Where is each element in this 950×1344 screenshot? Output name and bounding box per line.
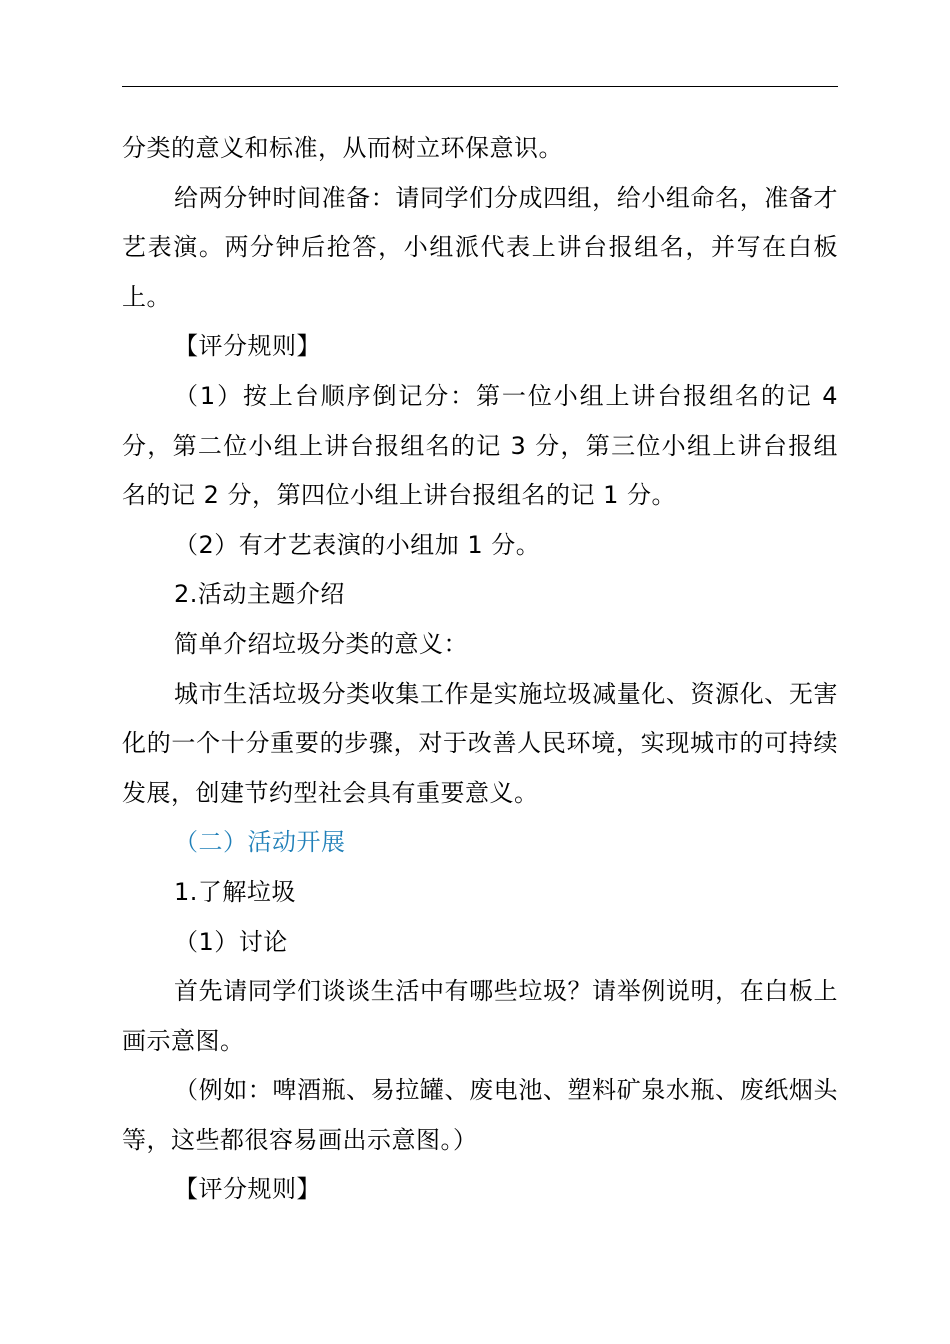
- subsection-understand-garbage: 1.了解垃圾: [174, 877, 296, 906]
- document-body: [122, 124, 838, 1215]
- paragraph-discussion-prompt: 首先请同学们谈谈生活中有哪些垃圾？请举例说明，在白板上画示意图。: [122, 977, 838, 1055]
- scoring-rules-heading-2: 【评分规则】: [174, 1175, 321, 1204]
- paragraph-examples: （例如：啤酒瓶、易拉罐、废电池、塑料矿泉水瓶、废纸烟头等，这些都很容易画出示意图。）: [122, 1076, 838, 1154]
- scoring-rule-2: （2）有才艺表演的小组加 1 分。: [174, 530, 541, 559]
- paragraph-significance-lead: 简单介绍垃圾分类的意义：: [174, 629, 468, 658]
- paragraph-intro-continuation: 分类的意义和标准，从而树立环保意识。: [122, 134, 563, 162]
- header-rule: [122, 86, 838, 87]
- paragraph-significance: 城市生活垃圾分类收集工作是实施垃圾减量化、资源化、无害化的一个十分重要的步骤，对于改善人民环境，实现城市的可持续发展，创建节约型社会具有重要意义。: [122, 679, 838, 807]
- section-theme-intro-heading: 2.活动主题介绍: [174, 580, 345, 609]
- paragraph-preparation: 给两分钟时间准备：请同学们分成四组，给小组命名，准备才艺表演。两分钟后抢答，小组派代表上讲台报组名，并写在白板上。: [122, 183, 838, 311]
- scoring-rule-1: （1）按上台顺序倒记分：第一位小组上讲台报组名的记 4 分，第二位小组上讲台报组名的记 3 分，第三位小组上讲台报组名的记 2 分，第四位小组上讲台报组名的记 1 分。: [122, 381, 838, 510]
- scoring-rules-heading: 【评分规则】: [174, 332, 321, 361]
- section-activity-heading: （二）活动开展: [174, 828, 346, 857]
- subsection-discussion: （1）讨论: [174, 927, 288, 956]
